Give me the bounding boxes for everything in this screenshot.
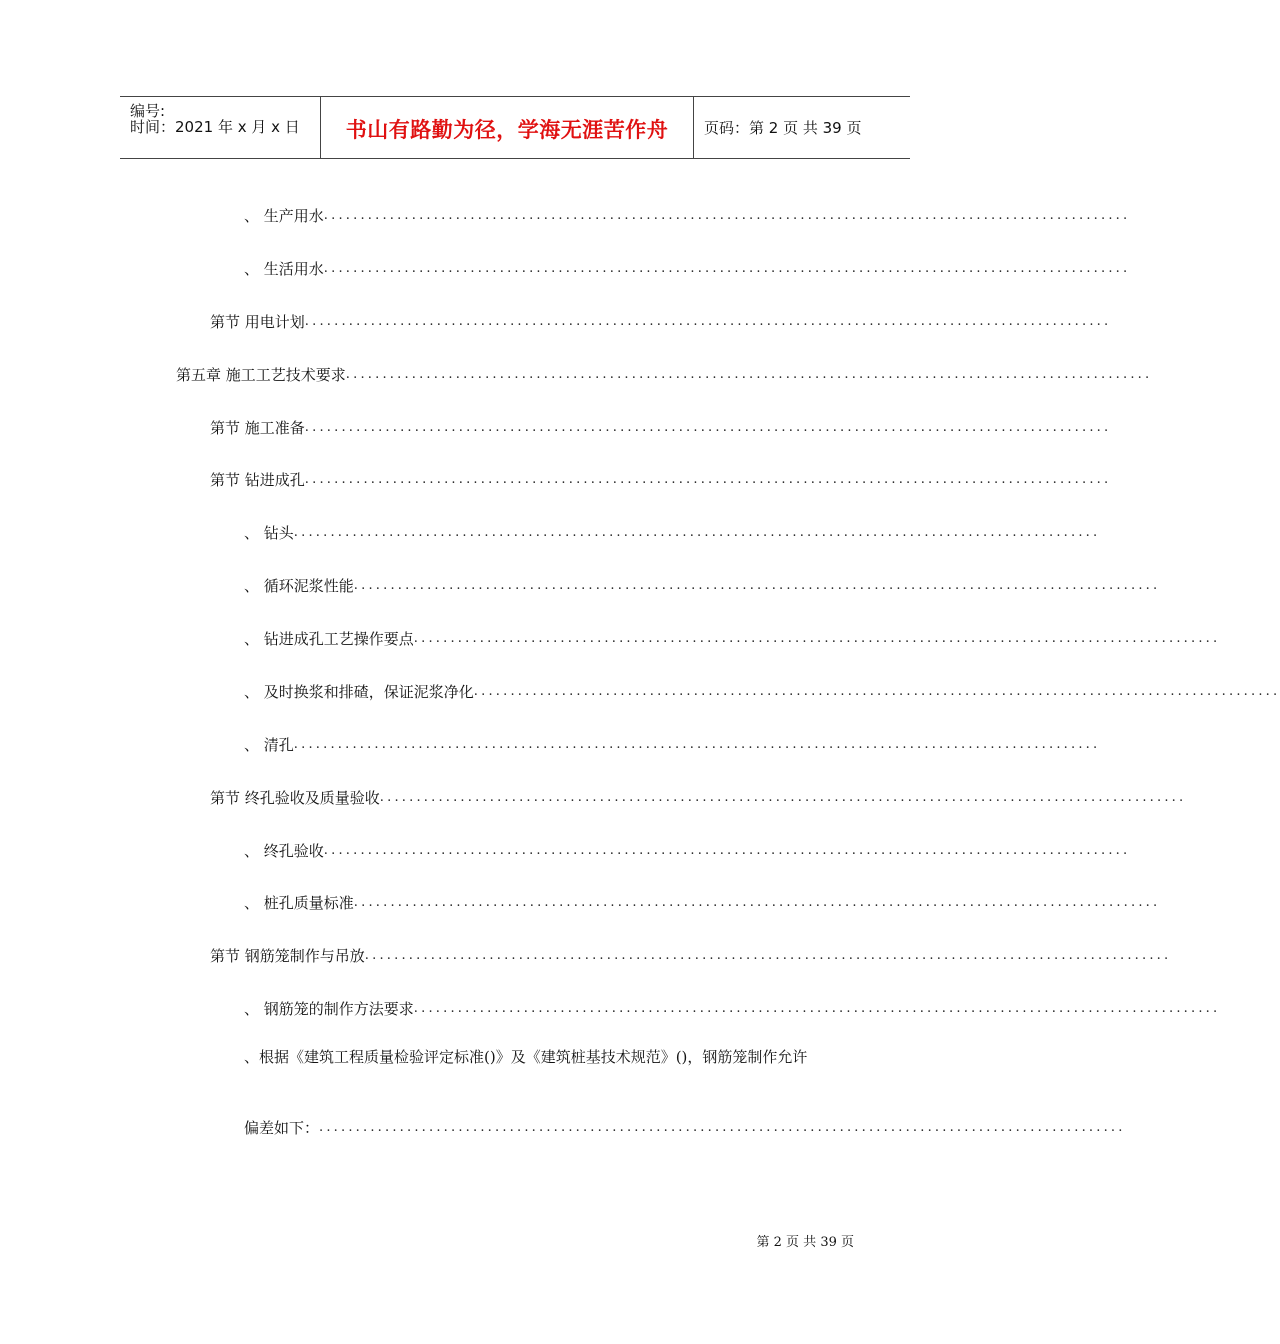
page-code-text: 页码：第 2 页 共 39 页 [704, 119, 862, 137]
toc-entry [210, 786, 1187, 810]
toc-leader-dots: .............................................................................................................. [413, 1001, 1221, 1016]
toc-entry-title: 第节 钢筋笼制作与吊放 [210, 947, 365, 965]
toc-entry-title: 第节 钻进成孔 [210, 471, 305, 489]
toc-entry [244, 1116, 1126, 1140]
toc-entry-title: 、 生活用水 [244, 260, 324, 278]
toc-entry [244, 891, 1161, 915]
toc-leader-dots: .............................................................................................................. [319, 1120, 1126, 1135]
toc-entry [244, 733, 1101, 757]
toc-leader-dots: .............................................................................................................. [293, 525, 1101, 540]
toc-entry-title: 、 钢筋笼的制作方法要求 [244, 1000, 414, 1018]
toc-entry [244, 997, 1221, 1021]
motto-text: 书山有路勤为径，学海无涯苦作舟 [345, 118, 669, 142]
toc-leader-dots: .............................................................................................................. [353, 895, 1161, 910]
toc-entry [244, 680, 1280, 704]
toc-entry [176, 363, 1153, 387]
toc-entry-title: 第节 用电计划 [210, 313, 305, 331]
toc-leader-dots: .............................................................................................................. [323, 208, 1131, 223]
toc-entry [244, 204, 1131, 228]
toc-entry-title: 偏差如下： [244, 1119, 320, 1137]
toc-entry [210, 944, 1172, 968]
document-header [120, 96, 910, 159]
toc-entry [244, 839, 1131, 863]
toc-entry-title: 、 清孔 [244, 736, 294, 754]
toc-entry [210, 468, 1112, 492]
toc-entry [244, 257, 1131, 281]
header-motto-cell [321, 97, 694, 158]
toc-leader-dots: .............................................................................................................. [413, 631, 1221, 646]
toc-leader-dots: .............................................................................................................. [293, 737, 1101, 752]
toc-entry [244, 627, 1221, 651]
page-footer: 第 2 页 共 39 页 [756, 1235, 854, 1250]
toc-wrapped-entry: 、根据《建筑工程质量检验评定标准()》及《建筑桩基技术规范》()，钢筋笼制作允许 [244, 1048, 808, 1066]
toc-entry-title: 、 及时换浆和排碴，保证泥浆净化 [244, 683, 474, 701]
toc-leader-dots: .............................................................................................................. [323, 261, 1131, 276]
toc-leader-dots: .............................................................................................................. [379, 790, 1187, 805]
toc-entry [210, 416, 1112, 440]
serial-number-label: 编号: [130, 102, 166, 120]
toc-leader-dots: .............................................................................................................. [323, 843, 1131, 858]
toc-entry-title: 、 钻头 [244, 524, 294, 542]
toc-entry-title: 、 钻进成孔工艺操作要点 [244, 630, 414, 648]
toc-entry-title: 第节 终孔验收及质量验收 [210, 789, 380, 807]
toc-entry-title: 、 桩孔质量标准 [244, 894, 354, 912]
toc-entry-title: 第节 施工准备 [210, 419, 305, 437]
toc-entry [244, 521, 1101, 545]
toc-entry [210, 310, 1112, 334]
toc-entry [244, 574, 1161, 598]
date-text: 时间：2021 年 x 月 x 日 [130, 118, 300, 136]
toc-leader-dots: .............................................................................................................. [353, 578, 1161, 593]
toc-leader-dots: .............................................................................................................. [345, 367, 1153, 382]
toc-entry-title: 、 终孔验收 [244, 842, 324, 860]
toc-leader-dots: .............................................................................................................. [304, 314, 1112, 329]
toc-entry-title: 、 循环泥浆性能 [244, 577, 354, 595]
header-meta-cell [120, 97, 321, 158]
toc-leader-dots: .............................................................................................................. [364, 948, 1172, 963]
toc-entry-title: 、 生产用水 [244, 207, 324, 225]
toc-leader-dots: .............................................................................................................. [473, 684, 1280, 699]
header-page-cell [694, 97, 910, 158]
toc-leader-dots: .............................................................................................................. [304, 472, 1112, 487]
toc-leader-dots: .............................................................................................................. [304, 420, 1112, 435]
toc-entry-title: 第五章 施工工艺技术要求 [176, 366, 346, 384]
